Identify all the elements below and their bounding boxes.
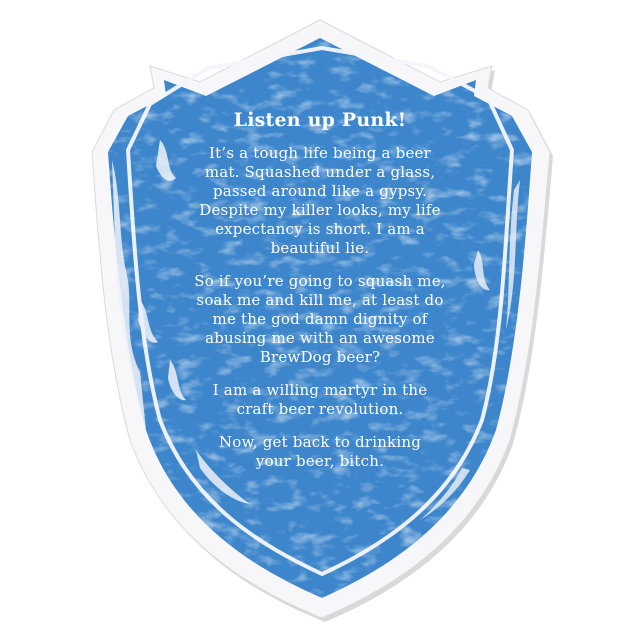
paragraph-squash-me: So if you’re going to squash me, soak me and kill me, at least do me the god damn dignity of abusing me with an awesome BrewDog beer? <box>194 272 446 366</box>
paragraph-beer-mat-life: It’s a tough life being a beer mat. Squashed under a glass, passed around like a gypsy. Despite my killer looks, my life expectancy is short. I am a beautiful lie. <box>199 144 441 257</box>
coaster-text-block <box>150 108 490 485</box>
paragraph-willing-martyr: I am a willing martyr in the craft beer revolution. <box>212 381 428 418</box>
paragraph-get-back: Now, get back to drinking your beer, bitch. <box>218 433 422 470</box>
coaster-title: Listen up Punk! <box>233 109 407 131</box>
